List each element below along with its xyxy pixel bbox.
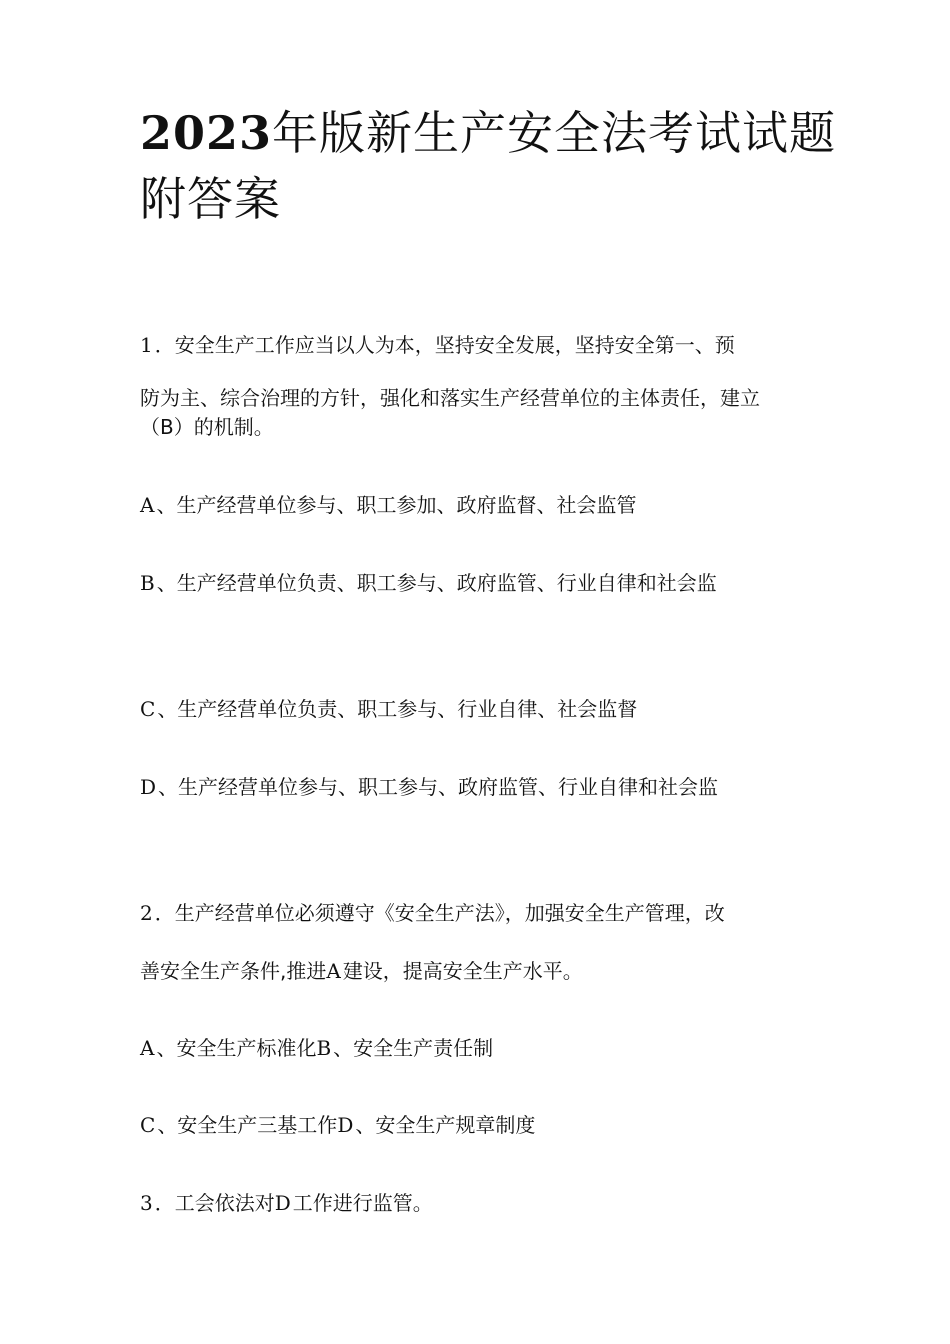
option-label: D (140, 775, 157, 799)
question-3-stem-before: ．工会依法对 (154, 1191, 275, 1215)
option-text: 、生产经营单位负责、职工参与、行业自律、社会监督 (157, 697, 638, 721)
title-text: 年版新生产安全法考试试题附答案 (140, 106, 837, 226)
option-text: 、安全生产规章制度 (355, 1113, 536, 1137)
question-2-line-2 (140, 958, 583, 984)
question-2-options-row-2 (140, 1112, 535, 1138)
question-2-number: 2 (140, 901, 153, 925)
option-text: 、生产经营单位参与、职工参与、政府监管、行业自律和社会监 (158, 775, 719, 799)
question-3-answer: D (274, 1191, 291, 1215)
question-1-stem-1: ．安全生产工作应当以人为本，坚持安全发展，坚持安全第一、预 (154, 333, 735, 357)
question-2-stem-3: 建设，提高安全生产水平。 (342, 959, 583, 983)
option-text: 、生产经营单位负责、职工参与、政府监管、行业自律和社会监 (156, 571, 717, 595)
question-1-option-c (140, 696, 637, 722)
option-label: A (140, 493, 155, 517)
question-1-option-b (140, 570, 717, 596)
option-label: C (140, 1113, 156, 1137)
question-3-line-1 (140, 1190, 433, 1216)
question-2-stem-2: 善安全生产条件,推进 (140, 959, 327, 983)
option-label: B (140, 571, 155, 595)
option-label: B (316, 1036, 332, 1060)
question-2-options-row-1 (140, 1035, 493, 1061)
option-text: 、安全生产三基工作 (157, 1113, 338, 1137)
option-text: 、安全生产责任制 (333, 1036, 494, 1060)
option-label: D (337, 1113, 354, 1137)
question-1-line-2 (140, 385, 760, 411)
title-year: 2023 (140, 106, 273, 160)
question-2-answer: A (326, 959, 341, 983)
question-3-number: 3 (140, 1191, 153, 1215)
question-1-line-3 (140, 414, 274, 440)
question-3-stem-after: 工作进行监管。 (292, 1191, 433, 1215)
question-2-line-1 (140, 900, 725, 926)
question-2-stem-1: ．生产经营单位必须遵守《安全生产法》，加强安全生产管理，改 (154, 901, 725, 925)
option-text: 、安全生产标准化 (156, 1036, 317, 1060)
question-1-option-a (140, 492, 636, 518)
document-title (140, 100, 840, 232)
option-text: 、生产经营单位参与、职工参加、政府监督、社会监管 (156, 493, 637, 517)
option-label: A (140, 1036, 155, 1060)
question-1-stem-2: 防为主、综合治理的方针，强化和落实生产经营单位的主体责任，建立 (140, 386, 760, 410)
question-1-stem-3: （B）的机制。 (140, 415, 274, 439)
question-1-line-1 (140, 332, 735, 358)
question-1-option-d (140, 774, 718, 800)
question-1-number: 1 (140, 333, 153, 357)
option-label: C (140, 697, 156, 721)
